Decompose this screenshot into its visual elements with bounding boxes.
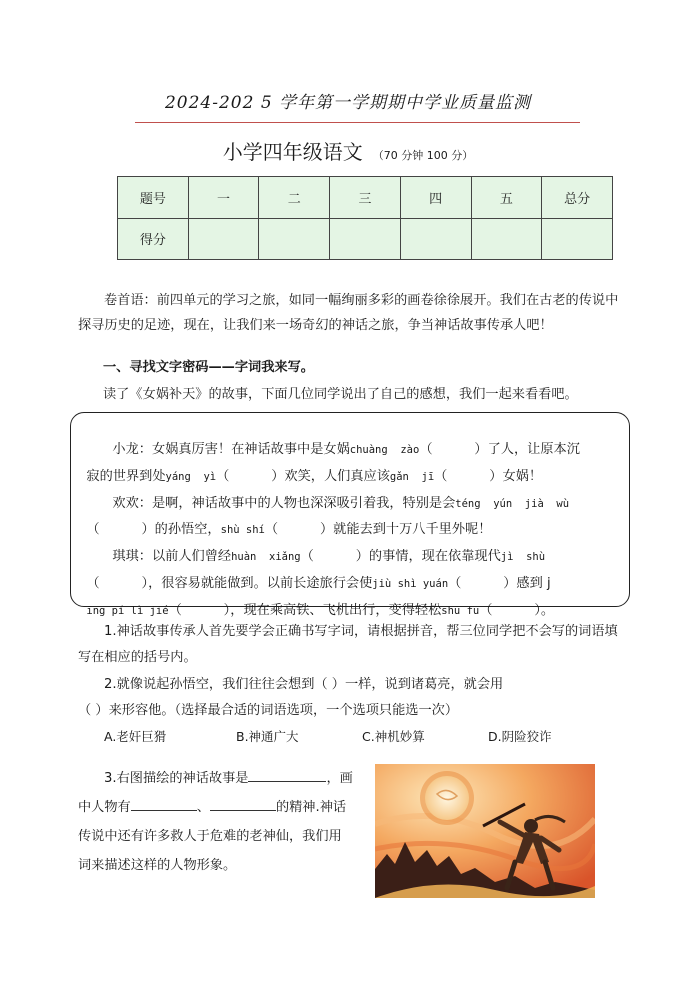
answer-blank[interactable]: （ ），现在乘高铁、飞机出行，变得轻松 xyxy=(168,603,442,618)
dialogue-text: 琪琪：以前人们曾经 xyxy=(112,549,232,564)
myth-illustration xyxy=(375,764,595,898)
answer-blank[interactable] xyxy=(248,767,326,782)
answer-blank[interactable]: （ ）欢笑，人们真应该 xyxy=(216,469,390,484)
score-input-cell[interactable] xyxy=(188,218,259,260)
score-input-cell[interactable] xyxy=(330,218,401,260)
q3-text: ，画 xyxy=(326,771,353,786)
answer-blank[interactable]: （ ）的孙悟空， xyxy=(86,522,221,537)
question-3-line-1 xyxy=(78,764,374,793)
score-cell: 二 xyxy=(259,177,330,219)
q3-text: 的精神.神话 xyxy=(275,800,347,815)
option-c[interactable]: C.神机妙算 xyxy=(362,729,425,744)
pinyin: shù shí xyxy=(220,524,265,536)
score-input-cell[interactable] xyxy=(259,218,330,260)
score-row-label: 得分 xyxy=(118,218,189,260)
sun-shape xyxy=(425,776,469,820)
question-3-line-3: 传说中还有许多救人于危难的老神仙，我们用 xyxy=(78,829,342,844)
answer-blank[interactable] xyxy=(210,796,276,811)
question-1: 1.神话故事传承人首先要学会正确书写字词，请根据拼音，帮三位同学把不会写的词语填写在相应的括号内。 xyxy=(78,624,618,665)
score-cell: 总分 xyxy=(542,177,613,219)
answer-blank[interactable]: （ ）。 xyxy=(479,603,555,618)
score-cell: 五 xyxy=(471,177,542,219)
score-input-cell[interactable] xyxy=(471,218,542,260)
score-table-score-row xyxy=(118,218,613,260)
answer-blank[interactable]: （ ）的事情，现在依靠现代 xyxy=(300,549,501,564)
question-3-line-2 xyxy=(78,793,374,822)
score-cell: 题号 xyxy=(118,177,189,219)
myth-illustration-svg xyxy=(375,764,595,898)
question-2-line-2: （ ）来形容他。（选择最合适的词语选项，一个选项只能选一次） xyxy=(78,703,459,718)
score-table-header-row xyxy=(118,177,613,219)
answer-blank[interactable]: （ ）女娲！ xyxy=(434,469,543,484)
answer-blank[interactable]: （ ）就能去到十万八千里外呢！ xyxy=(264,522,492,537)
pinyin: shū fu xyxy=(441,605,480,617)
answer-blank[interactable] xyxy=(131,796,197,811)
question-3-line-4: 词来描述这样的人物形象。 xyxy=(78,858,237,873)
header-divider xyxy=(135,122,580,123)
pinyin: jì shù xyxy=(500,551,546,563)
option-a[interactable]: A.老奸巨猾 xyxy=(104,729,167,744)
score-cell: 一 xyxy=(188,177,259,219)
q3-text: 中人物有 xyxy=(78,800,131,815)
answer-blank[interactable]: （ ）感到 j xyxy=(448,576,551,591)
answer-blank[interactable]: （ ）了人，让原本沉 xyxy=(419,442,580,457)
question-3 xyxy=(78,764,374,880)
paper-title-sub: （70 分钟 100 分） xyxy=(372,149,474,162)
answer-blank[interactable]: （ ），很容易就能做到。以前长途旅行会使 xyxy=(86,576,373,591)
dialogue-text: 欢欢：是啊，神话故事中的人物也深深吸引着我，特别是会 xyxy=(112,496,456,511)
pinyin: yáng yì xyxy=(165,471,217,483)
section-1-lead: 读了《女娲补天》的故事，下面几位同学说出了自己的感想，我们一起来看看吧。 xyxy=(103,387,578,402)
score-table xyxy=(117,176,613,260)
pinyin: huàn xiǎng xyxy=(231,551,301,563)
option-d[interactable]: D.阴险狡诈 xyxy=(488,729,552,744)
pinyin: chuàng zào xyxy=(349,444,420,456)
pinyin: téng yún jià wù xyxy=(455,498,570,510)
q3-text: 、 xyxy=(196,800,210,815)
intro-paragraph: 卷首语：前四单元的学习之旅，如同一幅绚丽多彩的画卷徐徐展开。我们在古老的传说中探寻历史的足迹，现在，让我们来一场奇幻的神话之旅，争当神话故事传承人吧！ xyxy=(78,293,619,333)
pinyin: īng pí lì jié xyxy=(86,605,169,617)
q3-text: 3.右图描绘的神话故事是 xyxy=(104,771,249,786)
dialogue-line xyxy=(78,584,628,618)
exam-header-title: 2024-202 5 学年第一学期期中学业质量监测 xyxy=(164,93,532,113)
section-1-heading: 一、寻找文字密码——字词我来写。 xyxy=(103,360,314,375)
option-b[interactable]: B.神通广大 xyxy=(236,729,299,744)
question-2-line-1: 2.就像说起孙悟空，我们往往会想到（ ）一样，说到诸葛亮，就会用 xyxy=(104,677,504,692)
score-cell: 三 xyxy=(330,177,401,219)
paper-title-main: 小学四年级语文 xyxy=(222,140,363,164)
dialogue-text: 小龙：女娲真厉害！在神话故事中是女娲 xyxy=(112,442,350,457)
pinyin: gǎn jī xyxy=(389,471,435,483)
score-cell: 四 xyxy=(400,177,471,219)
pinyin: jiù shì yuán xyxy=(372,578,449,590)
score-input-cell[interactable] xyxy=(400,218,471,260)
score-input-cell[interactable] xyxy=(542,218,613,260)
paper-title xyxy=(0,136,696,165)
dialogue-text: 寂的世界到处 xyxy=(86,469,166,484)
